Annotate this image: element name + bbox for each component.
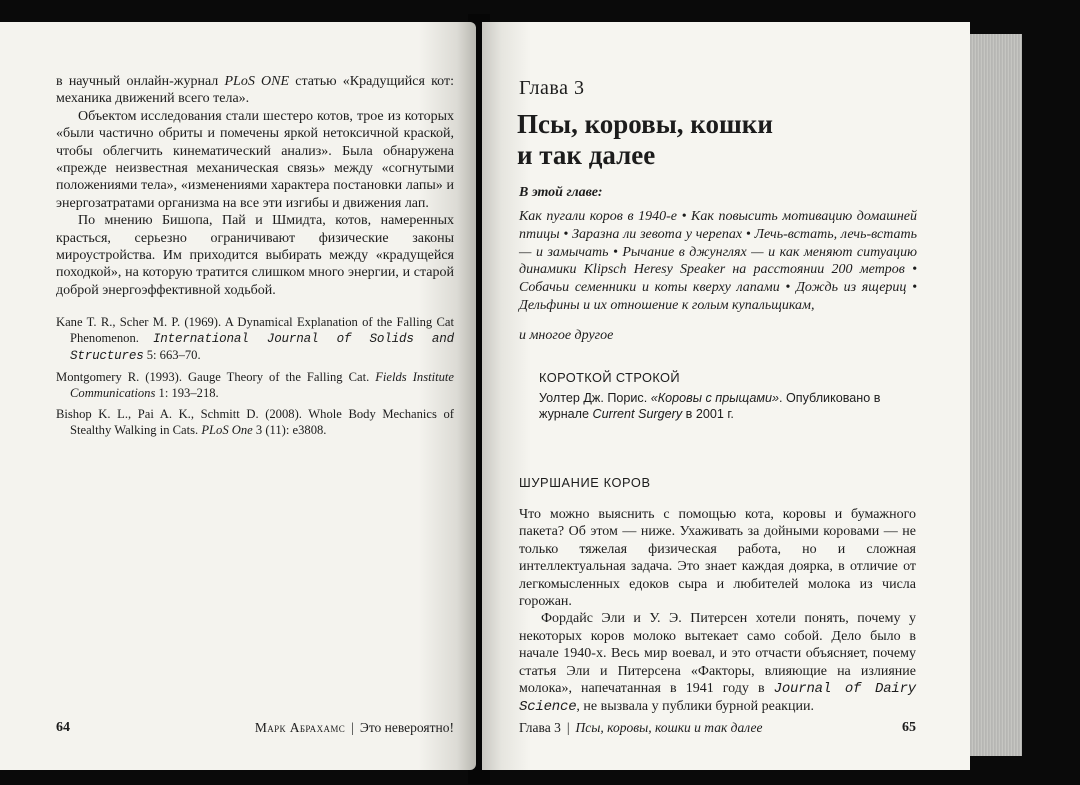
text-span: в 2001 г. <box>685 407 734 421</box>
reference-text: 3 (11): e3808. <box>255 423 327 437</box>
right-body-text <box>519 506 916 717</box>
journal-name: Current Surgery <box>592 407 683 421</box>
reference-item <box>56 406 454 438</box>
book-title: Это невероятно! <box>359 720 454 735</box>
journal-name: Journal of Dairy Science <box>519 681 916 716</box>
reference-text: 1: 193–218. <box>158 386 219 400</box>
paragraph-continuation <box>56 73 454 108</box>
author-name: Марк Абрахамс <box>254 720 346 735</box>
in-this-chapter-heading: В этой главе: <box>519 185 603 200</box>
text-span: , не вызвала у публики бурной реакции. <box>576 699 814 715</box>
paragraph: Объектом исследования стали шестеро котов, трое из которых «были частично обриты и помечены яркой нетоксичной краской, чтобы облегчить кинематический анализ». Была обнаружена «прежде неизвестная механическая связь» между «согнутыми положениями тела», «изменениями характера постановки лапы» и энергозатратами организма на все эти изгибы и движения лап. <box>56 108 454 211</box>
right-page <box>482 22 970 770</box>
paragraph: Что можно выяснить с помощью кота, коровы и бумажного пакета? Об этом — ниже. Ухаживать за дойными коровами — не только тяжелая физическая работа, но и сложная интеллектуальная задача. Это знает каждая доярка, в отличие от легкомысленных едоков сыра и любителей молока из числа горожан. <box>519 507 916 610</box>
references-list <box>56 314 454 443</box>
text-span: . Опубликовано в журнале <box>539 391 881 421</box>
text-span: Уолтер Дж. Порис. <box>539 391 648 405</box>
reference-text: 5: 663–70. <box>146 348 201 362</box>
running-header <box>519 720 762 736</box>
reference-item <box>56 314 454 364</box>
chapter-topics: Как пугали коров в 1940-е • Как повысить мотивацию домашней птицы • Заразна ли зевота у черепах • Лечь-встать, лечь-встать — и замычать • Рычание в джунглях — и как меняют ситуацию динамики Klipsch Heresy Speaker на расстоянии 200 метров • Собачьи семенники и коты кверху лапами • Дождь из ящериц • Дельфины и их отношение к голым купальщикам, <box>519 209 917 313</box>
page-number: 64 <box>56 720 70 735</box>
left-page <box>0 22 476 770</box>
chapter-title <box>517 109 947 171</box>
short-section-text <box>539 390 919 422</box>
and-more-text: и многое другое <box>519 328 614 343</box>
article-title: «Коровы с прыщами» <box>650 391 779 405</box>
text-span: Фордайс Эли и У. Э. Питерсен хотели понять, почему у некоторых коров молоко вытекает само собой. Дело было в начале 1940-х. Весь мир воевал, и это отчасти объясняет, почему статья Эли и Питерсена «Факторы, влияющие на излияние молока», напечатанная в 1941 году в <box>519 611 916 697</box>
reference-item <box>56 369 454 401</box>
reference-journal: PLoS One <box>201 423 253 437</box>
paragraph <box>519 610 916 716</box>
separator: | <box>351 720 354 735</box>
chapter-label: Глава 3 <box>519 77 585 99</box>
page-number: 65 <box>902 720 916 735</box>
paragraph: По мнению Бишопа, Пай и Шмидта, котов, намеренных красться, серьезно ограничивают физические законы мироустройства. Им приходится выбирать между «крадущейся походкой», на которую тратится слишком много энергии, и старой доброй энергоэффективной ходьбой. <box>56 213 454 298</box>
section-heading: ШУРШАНИЕ КОРОВ <box>519 475 651 490</box>
running-header <box>255 720 454 736</box>
text-span: статью «Крадущийся кот: механика движений всего тела». <box>56 74 455 107</box>
reference-journal: International Journal of Solids and Structures <box>70 332 454 363</box>
left-body-text <box>56 73 454 299</box>
separator: | <box>566 720 570 735</box>
running-title: Псы, коровы, кошки и так далее <box>575 720 763 735</box>
text-span: в научный онлайн-журнал <box>56 74 219 89</box>
chapter-title-line: и так далее <box>517 140 656 170</box>
reference-text: Kane T. R., Scher M. P. (1969). A Dynamical Explanation of the Falling Cat Phenomenon. <box>56 315 454 345</box>
chapter-title-line: Псы, коровы, кошки <box>517 109 773 139</box>
reference-text: Montgomery R. (1993). Gauge Theory of the Falling Cat. <box>56 370 370 384</box>
short-section-heading: КОРОТКОЙ СТРОКОЙ <box>539 370 681 385</box>
reference-text: Bishop K. L., Pai A. K., Schmitt D. (2008). Whole Body Mechanics of Stealthy Walking in Cats. <box>56 407 454 437</box>
page-edges <box>970 34 1022 756</box>
chapter-ref: Глава 3 <box>519 720 561 735</box>
journal-name: PLoS ONE <box>224 74 290 89</box>
reference-journal: Fields Institute Communications <box>70 370 454 400</box>
